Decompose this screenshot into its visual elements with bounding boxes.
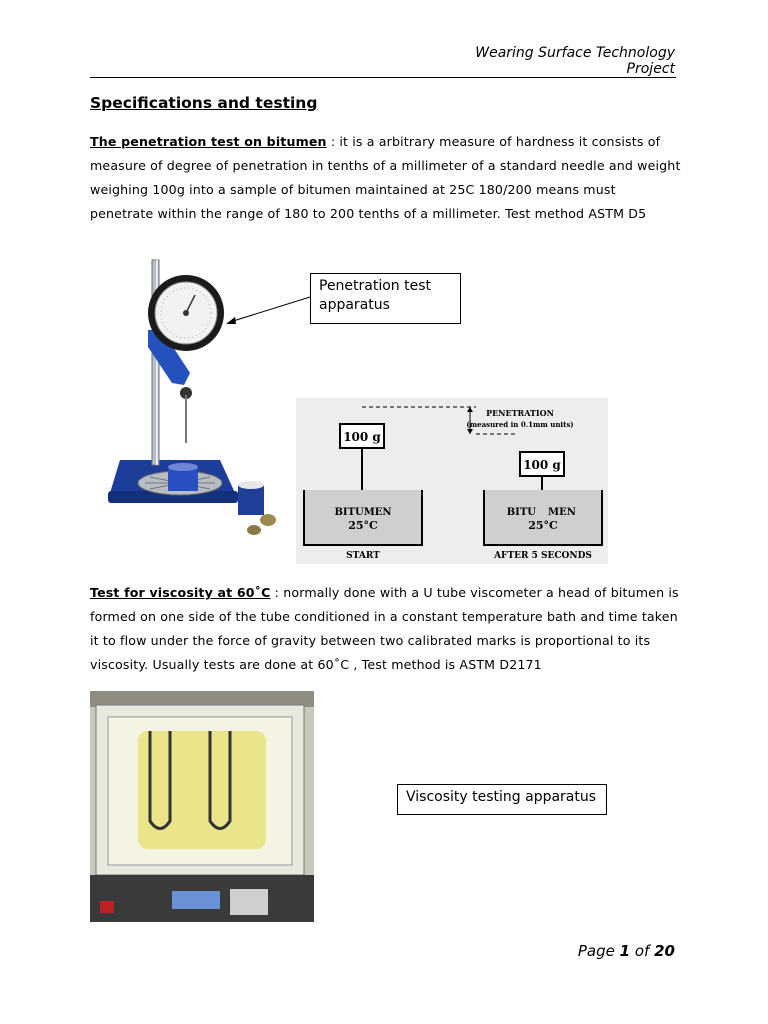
penetration-paragraph — [90, 130, 682, 226]
of-word: of — [634, 942, 650, 960]
viscosity-body: : normally done with a U tube viscometer a head of bitumen is formed on one side of the tube conditioned in a constant temperature bath and time taken it to flow under the force of gravity between two calibrated marks is proportional to its viscosity. Usually tests are done at 60˚C , Test method is ASTM D2171 — [90, 585, 679, 672]
viscosity-heading: Test for viscosity at 60˚C — [90, 585, 271, 600]
after-material-left: BITU — [506, 507, 536, 518]
viscosity-callout-text: Viscosity testing apparatus — [406, 789, 597, 805]
page-word: Page — [577, 942, 615, 960]
viscosity-paragraph — [90, 581, 682, 677]
header-rule — [90, 77, 676, 78]
penetration-diagram — [296, 398, 608, 564]
after-temp-label: 25°C — [528, 519, 558, 532]
units-label: (measured in 0.1mm units) — [466, 420, 574, 429]
page-num: 1 — [619, 942, 631, 960]
penetration-callout — [310, 273, 461, 324]
viscosity-apparatus-image — [90, 691, 314, 922]
penetration-heading: The penetration test on bitumen — [90, 134, 327, 149]
section-title: Specifications and testing — [90, 94, 318, 112]
start-weight-label: 100 g — [343, 430, 381, 444]
start-caption: START — [346, 551, 380, 561]
start-temp-label: 25°C — [348, 519, 378, 532]
callout-arrow — [220, 290, 320, 330]
page-total: 20 — [654, 942, 675, 960]
after-material-right: MEN — [548, 507, 576, 518]
document-header — [275, 45, 675, 77]
start-material-label: BITUMEN — [334, 507, 392, 518]
page-number — [578, 942, 675, 960]
header-line2: Project — [626, 61, 675, 77]
penetration-label: PENETRATION — [486, 408, 554, 418]
after-caption: AFTER 5 SECONDS — [494, 551, 592, 561]
viscosity-callout — [397, 784, 607, 815]
penetration-callout-text: Penetration test apparatus — [319, 278, 432, 313]
penetration-body: : it is a arbitrary measure of hardness it consists of measure of degree of penetration in tenths of a millimeter of a standard needle and weight weighing 100g into a sample of bitumen maintained at 25C 180/200 means must penetrate within the range of 180 to 200 tenths of a millimeter. Test method ASTM D5 — [90, 134, 681, 221]
after-weight-label: 100 g — [523, 458, 561, 472]
header-line1: Wearing Surface Technology — [475, 45, 675, 61]
